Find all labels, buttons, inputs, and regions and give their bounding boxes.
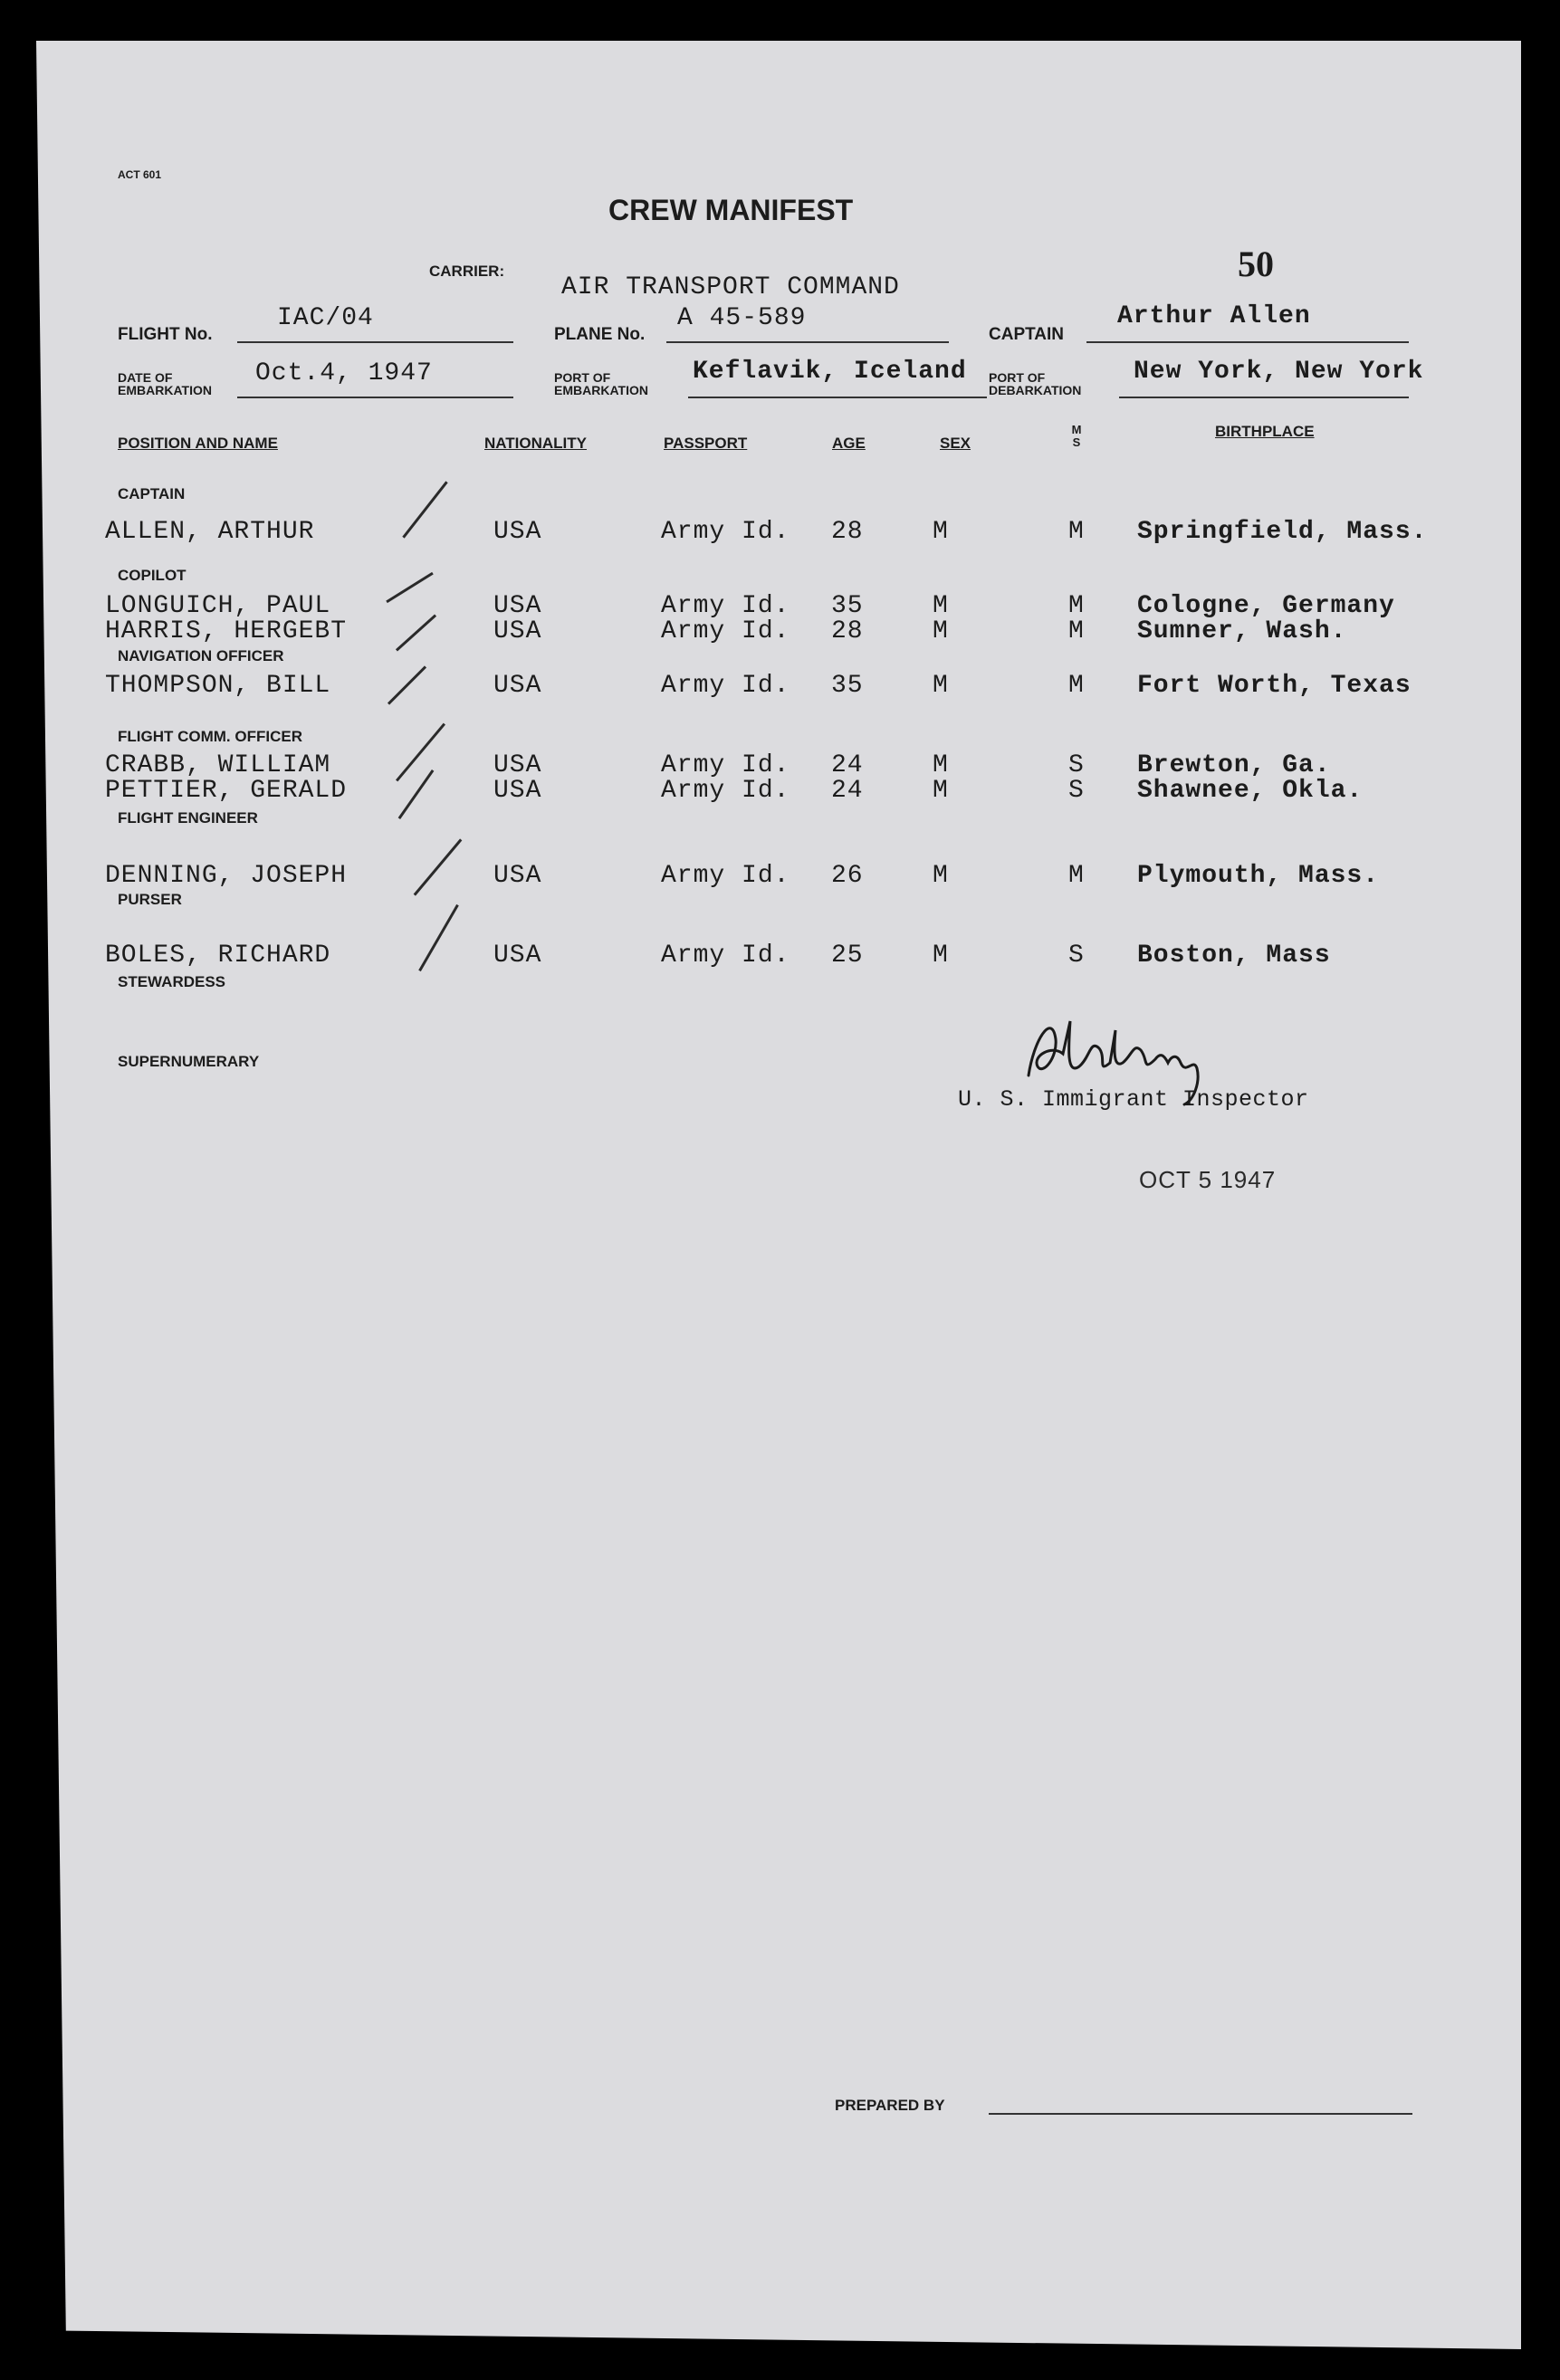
flight-no-label: FLIGHT No.: [118, 325, 213, 344]
crew-birthplace: Fort Worth, Texas: [1137, 672, 1412, 700]
section-purser: PURSER: [118, 891, 182, 908]
section-flight-comm-officer: FLIGHT COMM. OFFICER: [118, 728, 302, 745]
crew-birthplace: Boston, Mass: [1137, 941, 1331, 970]
crew-sex: M: [933, 518, 949, 546]
embarkation-label: EMBARKATION: [118, 383, 212, 397]
crew-nationality: USA: [493, 862, 542, 890]
form-number: ACT 601: [118, 168, 162, 181]
crew-birthplace: Springfield, Mass.: [1137, 518, 1428, 546]
crew-name: CRABB, WILLIAM: [105, 751, 331, 779]
crew-passport: Army Id.: [661, 751, 790, 779]
port-of-label: PORT OF: [554, 370, 611, 385]
inspector-title: U. S. Immigrant Inspector: [958, 1086, 1309, 1113]
captain-value: Arthur Allen: [1117, 302, 1311, 330]
debarkation-label: DEBARKATION: [989, 383, 1082, 397]
crew-age: 24: [831, 751, 864, 779]
prepared-by-label: PREPARED BY: [835, 2097, 945, 2114]
col-age: AGE: [832, 435, 866, 452]
crew-age: 26: [831, 862, 864, 890]
col-sex: SEX: [940, 435, 971, 452]
crew-marital: M: [1068, 592, 1085, 620]
crew-birthplace: Sumner, Wash.: [1137, 617, 1347, 645]
crew-sex: M: [933, 862, 949, 890]
crew-name: PETTIER, GERALD: [105, 777, 348, 805]
crew-name: BOLES, RICHARD: [105, 941, 331, 970]
crew-name: LONGUICH, PAUL: [105, 592, 331, 620]
crew-marital: S: [1068, 751, 1085, 779]
crew-age: 28: [831, 617, 864, 645]
port-of-embarkation-label: EMBARKATION: [554, 383, 648, 397]
captain-label: CAPTAIN: [989, 325, 1065, 344]
section-copilot: COPILOT: [118, 567, 187, 584]
crew-age: 28: [831, 518, 864, 546]
col-position-and-name: POSITION AND NAME: [118, 435, 278, 452]
plane-no-value: A 45-589: [677, 304, 807, 332]
carrier-label: CARRIER:: [429, 263, 505, 280]
port-of-debarkation-label: PORT OF: [989, 370, 1046, 385]
section-captain: CAPTAIN: [118, 485, 186, 502]
port-of-embarkation-value: Keflavik, Iceland: [693, 358, 967, 386]
crew-passport: Army Id.: [661, 518, 790, 546]
crew-marital: M: [1068, 518, 1085, 546]
crew-birthplace: Cologne, Germany: [1137, 592, 1395, 620]
section-navigation-officer: NAVIGATION OFFICER: [118, 647, 284, 664]
crew-name: THOMPSON, BILL: [105, 672, 331, 700]
crew-name: ALLEN, ARTHUR: [105, 518, 315, 546]
crew-name: HARRIS, HERGEBT: [105, 617, 348, 645]
crew-birthplace: Shawnee, Okla.: [1137, 777, 1364, 805]
date-of-label: DATE OF: [118, 370, 173, 385]
crew-passport: Army Id.: [661, 941, 790, 970]
col-birthplace: BIRTHPLACE: [1215, 423, 1315, 440]
crew-marital: S: [1068, 777, 1085, 805]
crew-nationality: USA: [493, 751, 542, 779]
crew-sex: M: [933, 751, 949, 779]
col-nationality: NATIONALITY: [484, 435, 588, 452]
carrier-value: AIR TRANSPORT COMMAND: [561, 273, 900, 301]
crew-sex: M: [933, 592, 949, 620]
section-stewardess: STEWARDESS: [118, 973, 226, 990]
crew-marital: M: [1068, 862, 1085, 890]
crew-age: 35: [831, 672, 864, 700]
plane-no-label: PLANE No.: [554, 325, 646, 344]
crew-name: DENNING, JOSEPH: [105, 862, 348, 890]
crew-sex: M: [933, 672, 949, 700]
col-passport: PASSPORT: [664, 435, 748, 452]
crew-sex: M: [933, 617, 949, 645]
crew-passport: Army Id.: [661, 617, 790, 645]
crew-sex: M: [933, 777, 949, 805]
crew-age: 24: [831, 777, 864, 805]
crew-age: 35: [831, 592, 864, 620]
crew-age: 25: [831, 941, 864, 970]
crew-nationality: USA: [493, 592, 542, 620]
crew-nationality: USA: [493, 777, 542, 805]
section-supernumerary: SUPERNUMERARY: [118, 1053, 260, 1070]
crew-sex: M: [933, 941, 949, 970]
page-title: CREW MANIFEST: [608, 194, 854, 226]
crew-nationality: USA: [493, 518, 542, 546]
crew-marital: M: [1068, 617, 1085, 645]
date-of-embarkation-value: Oct.4, 1947: [255, 359, 433, 387]
crew-birthplace: Plymouth, Mass.: [1137, 862, 1380, 890]
crew-passport: Army Id.: [661, 777, 790, 805]
crew-passport: Army Id.: [661, 592, 790, 620]
section-flight-engineer: FLIGHT ENGINEER: [118, 809, 258, 827]
col-marital: M S: [1071, 423, 1082, 449]
crew-passport: Army Id.: [661, 862, 790, 890]
flight-no-value: IAC/04: [277, 304, 374, 332]
crew-marital: M: [1068, 672, 1085, 700]
crew-marital: S: [1068, 941, 1085, 970]
crew-nationality: USA: [493, 672, 542, 700]
crew-passport: Army Id.: [661, 672, 790, 700]
port-of-debarkation-value: New York, New York: [1134, 358, 1424, 386]
crew-nationality: USA: [493, 941, 542, 970]
crew-birthplace: Brewton, Ga.: [1137, 751, 1331, 779]
inspector-stamp-date: OCT 5 1947: [1139, 1166, 1277, 1193]
crew-nationality: USA: [493, 617, 542, 645]
sheet-number: 50: [1238, 244, 1274, 284]
